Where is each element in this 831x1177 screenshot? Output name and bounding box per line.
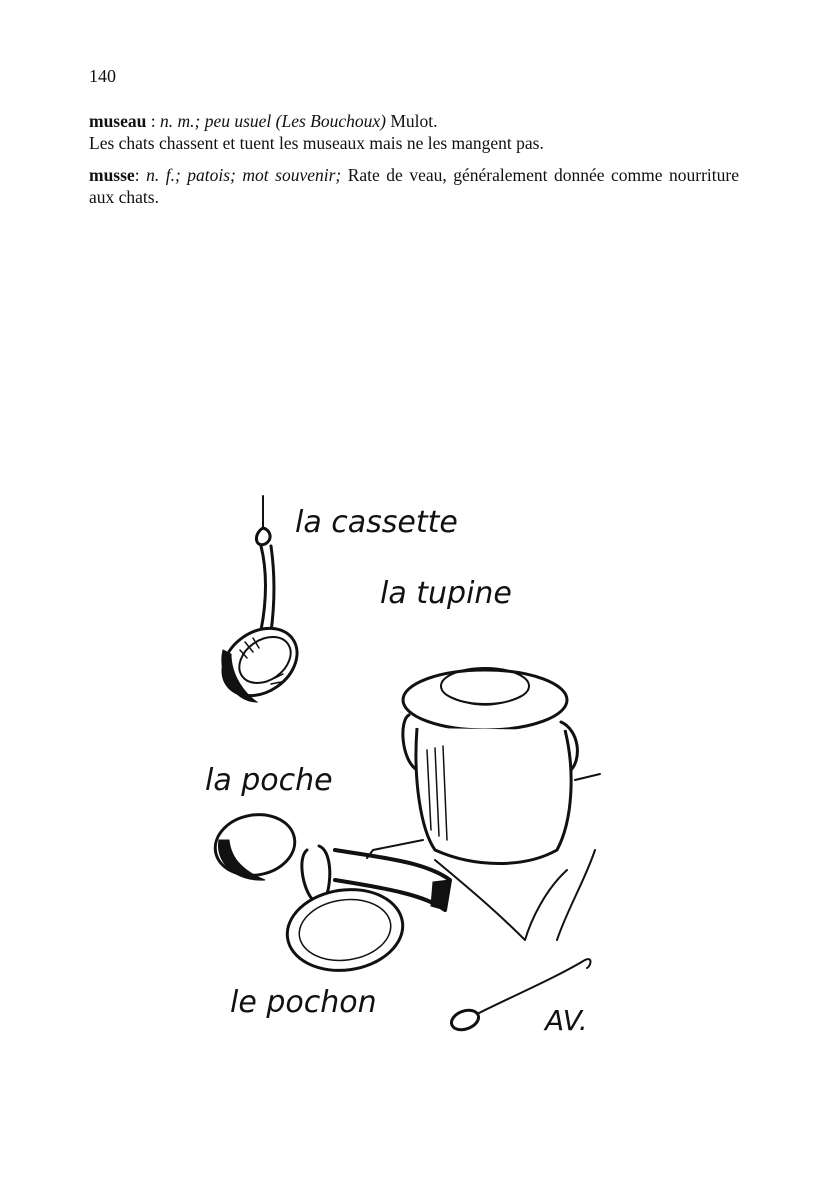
- entry-separator: :: [134, 165, 147, 185]
- entry-grammar: n. m.; peu usuel (Les Bouchoux): [160, 111, 386, 131]
- entry-definition: Mulot.: [386, 111, 438, 131]
- entry-headword: museau: [89, 111, 147, 131]
- entry-separator: :: [146, 111, 160, 131]
- page-number: 140: [89, 66, 116, 86]
- label-pochon: le pochon: [230, 985, 377, 1020]
- dictionary-entry-museau: [89, 110, 739, 154]
- label-cassette: la cassette: [295, 505, 458, 540]
- dictionary-entry-musse: [89, 164, 739, 208]
- entry-example: Les chats chassent et tuent les museaux mais ne les mangent pas.: [89, 133, 544, 153]
- entry-definition: Rate de veau, généralement donnée comme nourriture aux chats.: [89, 165, 739, 207]
- signature: AV.: [545, 1004, 588, 1037]
- entry-headword: musse: [89, 165, 135, 185]
- kitchen-utensils-illustration: [195, 490, 615, 1050]
- label-tupine: la tupine: [380, 576, 512, 611]
- entry-grammar: n. f.; patois; mot souvenir;: [146, 165, 342, 185]
- label-poche: la poche: [205, 763, 333, 798]
